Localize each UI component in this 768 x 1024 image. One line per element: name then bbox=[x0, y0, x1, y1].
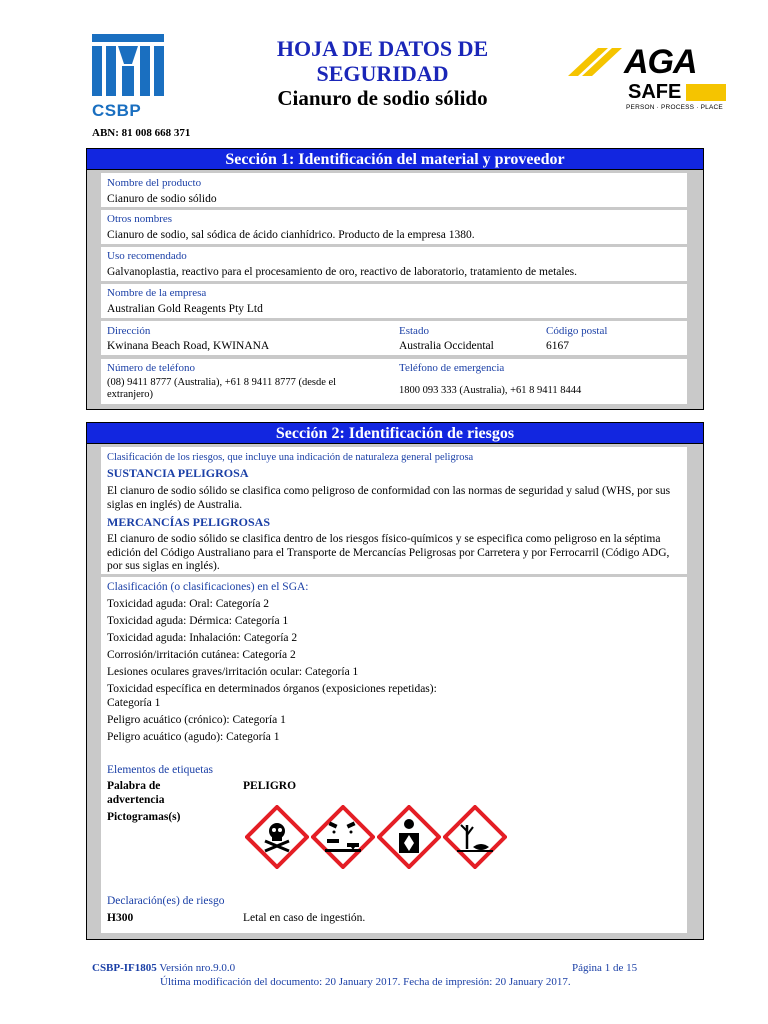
ghs-box bbox=[101, 577, 687, 933]
csbp-logo-icon bbox=[92, 34, 164, 96]
phone-box bbox=[101, 359, 687, 404]
footer-page-number: Página 1 de 15 bbox=[572, 962, 638, 974]
product-name-box bbox=[101, 173, 687, 207]
list-item: Toxicidad específica en determinados órganos (exposiciones repetidas): bbox=[107, 683, 437, 695]
dangerous-goods-heading: MERCANCÍAS PELIGROSAS bbox=[107, 515, 271, 529]
ghs-classification-list bbox=[107, 598, 667, 748]
title-line-1: HOJA DE DATOS DE bbox=[276, 36, 489, 61]
list-item: Toxicidad aguda: Oral: Categoría 2 bbox=[107, 598, 270, 610]
aga-safe-text: SAFE bbox=[628, 81, 682, 103]
document-title bbox=[200, 36, 565, 86]
hazard-classification-box bbox=[101, 447, 687, 574]
section1-header: Sección 1: Identificación del material y proveedor bbox=[86, 148, 704, 170]
recommended-use-box bbox=[101, 247, 687, 281]
company-name-label: Nombre de la empresa bbox=[107, 287, 207, 299]
hazardous-substance-text: El cianuro de sodio sólido se clasifica como peligroso de conformidad con las normas de seguridad y salud (WHS, por sus siglas en inglés) de Australia. bbox=[107, 485, 671, 511]
product-name-label: Nombre del producto bbox=[107, 177, 202, 189]
footer-modified-date: Última modificación del documento: 20 January 2017. Fecha de impresión: 20 January 2017. bbox=[160, 976, 571, 988]
list-item: Peligro acuático (agudo): Categoría 1 bbox=[107, 731, 280, 743]
address-box bbox=[101, 321, 687, 355]
csbp-logo bbox=[92, 34, 164, 120]
company-name-value: Australian Gold Reagents Pty Ltd bbox=[107, 303, 263, 315]
ghs-classification-label: Clasificación (o clasificaciones) en el SGA: bbox=[107, 581, 309, 593]
state-label: Estado bbox=[399, 325, 429, 337]
signal-word-value: PELIGRO bbox=[243, 780, 297, 792]
state-value: Australia Occidental bbox=[399, 340, 494, 352]
address-label: Dirección bbox=[107, 325, 151, 337]
other-names-box bbox=[101, 210, 687, 244]
product-name-value: Cianuro de sodio sólido bbox=[107, 193, 217, 205]
emergency-phone-value: 1800 093 333 (Australia), +61 8 9411 8444 bbox=[399, 385, 582, 396]
hazard-code: H300 bbox=[107, 912, 134, 924]
pictograms-label: Pictogramas(s) bbox=[107, 811, 181, 823]
other-names-value: Cianuro de sodio, sal sódica de ácido cianhídrico. Producto de la empresa 1380. bbox=[107, 229, 475, 241]
list-item: Lesiones oculares graves/irritación ocular: Categoría 1 bbox=[107, 666, 359, 678]
phone-label: Número de teléfono bbox=[107, 362, 195, 374]
label-elements-label: Elementos de etiquetas bbox=[107, 764, 214, 776]
other-names-label: Otros nombres bbox=[107, 213, 173, 225]
section2-header: Sección 2: Identificación de riesgos bbox=[86, 422, 704, 444]
section2-panel bbox=[86, 444, 704, 940]
postcode-value: 6167 bbox=[546, 340, 569, 352]
postcode-label: Código postal bbox=[546, 325, 608, 337]
hazardous-substance-heading: SUSTANCIA PELIGROSA bbox=[107, 466, 249, 480]
aga-safe-badge bbox=[686, 84, 726, 101]
csbp-logo-text: CSBP bbox=[92, 101, 142, 120]
signal-word-label: Palabra de advertencia bbox=[107, 780, 165, 806]
list-item: Peligro acuático (crónico): Categoría 1 bbox=[107, 714, 286, 726]
recommended-use-value: Galvanoplastia, reactivo para el procesamiento de oro, reactivo de laboratorio, tratamiento de metales. bbox=[107, 266, 578, 278]
recommended-use-label: Uso recomendado bbox=[107, 250, 187, 262]
footer-doc-code: CSBP-IF1805 bbox=[92, 962, 157, 974]
hazard-statements-label: Declaración(es) de riesgo bbox=[107, 895, 225, 907]
aga-logo bbox=[568, 44, 728, 116]
emergency-phone-label: Teléfono de emergencia bbox=[399, 362, 505, 374]
environment-icon bbox=[443, 805, 507, 869]
footer-version: Versión nro.9.0.0 bbox=[159, 962, 236, 974]
corrosion-icon bbox=[311, 805, 375, 869]
product-subtitle: Cianuro de sodio sólido bbox=[277, 86, 488, 110]
section1-panel bbox=[86, 170, 704, 410]
hazard-classification-label: Clasificación de los riesgos, que incluye una indicación de naturaleza general peligrosa bbox=[107, 452, 474, 463]
footer-doc-version bbox=[92, 962, 235, 974]
list-item: Corrosión/irritación cutánea: Categoría 2 bbox=[107, 649, 296, 661]
aga-tagline: PERSON · PROCESS · PLACE bbox=[626, 104, 723, 111]
phone-value: (08) 9411 8777 (Australia), +61 8 9411 8777 (desde el extranjero) bbox=[107, 377, 337, 400]
list-item: Toxicidad aguda: Inhalación: Categoría 2 bbox=[107, 632, 298, 644]
list-item: Categoría 1 bbox=[107, 697, 161, 709]
hazard-statement-text: Letal en caso de ingestión. bbox=[243, 912, 366, 924]
health-hazard-icon bbox=[377, 805, 441, 869]
skull-crossbones-icon bbox=[245, 805, 309, 869]
title-line-2: SEGURIDAD bbox=[316, 61, 449, 86]
abn-number: ABN: 81 008 668 371 bbox=[92, 127, 191, 139]
list-item: Toxicidad aguda: Dérmica: Categoría 1 bbox=[107, 615, 289, 627]
address-value: Kwinana Beach Road, KWINANA bbox=[107, 340, 270, 352]
aga-logo-text: AGA bbox=[624, 43, 697, 81]
company-name-box bbox=[101, 284, 687, 318]
dangerous-goods-text: El cianuro de sodio sólido se clasifica dentro de los riesgos físico-químicos y se especifica como peligroso en la séptima edición del Código Australiano para el Transporte de Mercancías Peligrosas por Carretera y por Ferrocarril (Código ADG, por sus siglas en inglés). bbox=[107, 533, 670, 572]
